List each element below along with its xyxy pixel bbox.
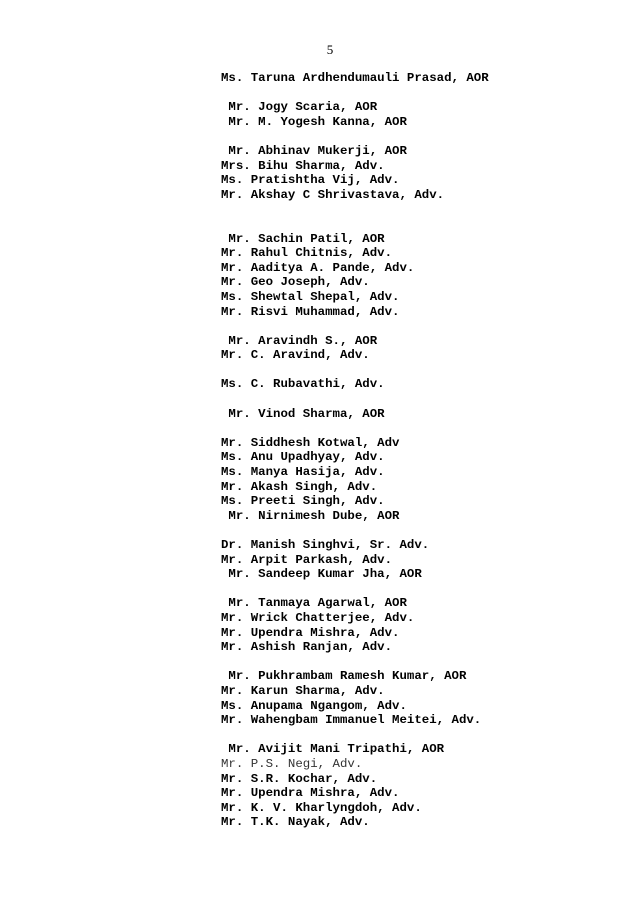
counsel-name-line: Mr. Ashish Ranjan, Adv.	[221, 640, 393, 655]
counsel-name-line: Dr. Manish Singhvi, Sr. Adv.	[221, 538, 430, 552]
counsel-group	[221, 407, 489, 422]
counsel-name-line: Ms. Anu Upadhyay, Adv.	[221, 450, 385, 465]
counsel-name-line: Mr. Pukhrambam Ramesh Kumar, AOR	[221, 669, 467, 684]
counsel-name-line: Mr. K. V. Kharlyngdoh, Adv.	[221, 800, 422, 815]
counsel-name-line: Mr. Avijit Mani Tripathi, AOR	[221, 742, 445, 757]
counsel-name-line: Ms. Manya Hasija, Adv.	[221, 465, 385, 480]
counsel-name-line: Mr. Aravindh S., AOR	[221, 333, 378, 348]
counsel-name-line: Mr. Nirnimesh Dube, AOR	[221, 508, 400, 523]
counsel-name-line: Ms. Pratishtha Vij, Adv.	[221, 173, 400, 188]
counsel-name-line: Ms. C. Rubavathi, Adv.	[221, 377, 385, 392]
counsel-name-line: Ms. Taruna Ardhendumauli Prasad, AOR	[221, 71, 489, 85]
counsel-name-line: Ms. Shewtal Shepal, Adv.	[221, 289, 400, 304]
counsel-group	[221, 538, 489, 582]
counsel-name-line: Mr. Upendra Mishra, Adv.	[221, 786, 400, 801]
counsel-group	[221, 436, 489, 524]
counsel-name-line: Mr. C. Aravind, Adv.	[221, 348, 370, 363]
counsel-group	[221, 377, 489, 392]
counsel-group	[221, 596, 489, 654]
counsel-name-line: Mr. Sachin Patil, AOR	[221, 231, 385, 246]
counsel-name-line: Mr. M. Yogesh Kanna, AOR	[221, 114, 407, 129]
counsel-name-line: Mr. Siddhesh Kotwal, Adv	[221, 435, 400, 450]
counsel-name-line: Mr. Risvi Muhammad, Adv.	[221, 304, 400, 319]
counsel-name-line: Ms. Preeti Singh, Adv.	[221, 494, 385, 509]
counsel-list	[221, 71, 489, 830]
counsel-name-line: Mr. Geo Joseph, Adv.	[221, 275, 370, 290]
counsel-group	[221, 669, 489, 727]
counsel-name-line: Mr. P.S. Negi, Adv.	[221, 756, 363, 771]
counsel-group	[221, 144, 489, 202]
counsel-name-line: Mr. Vinod Sharma, AOR	[221, 406, 385, 421]
counsel-name-line: Mr. Wrick Chatterjee, Adv.	[221, 610, 415, 625]
counsel-name-line: Mr. Tanmaya Agarwal, AOR	[221, 596, 407, 611]
counsel-name-line: Mr. Akash Singh, Adv.	[221, 479, 378, 494]
counsel-name-line: Mr. Upendra Mishra, Adv.	[221, 625, 400, 640]
counsel-group	[221, 100, 489, 129]
counsel-name-line: Ms. Anupama Ngangom, Adv.	[221, 698, 407, 713]
counsel-name-line: Mr. Akshay C Shrivastava, Adv.	[221, 187, 445, 202]
counsel-name-line: Mr. Sandeep Kumar Jha, AOR	[221, 567, 422, 582]
counsel-name-line: Mrs. Bihu Sharma, Adv.	[221, 158, 385, 173]
counsel-name-line: Mr. Wahengbam Immanuel Meitei, Adv.	[221, 713, 482, 728]
counsel-name-line: Mr. Aaditya A. Pande, Adv.	[221, 260, 415, 275]
counsel-name-line: Mr. T.K. Nayak, Adv.	[221, 815, 370, 830]
page-number: 5	[326, 42, 334, 57]
counsel-group	[221, 232, 489, 320]
counsel-name-line: Mr. Karun Sharma, Adv.	[221, 683, 385, 698]
counsel-name-line: Mr. Arpit Parkash, Adv.	[221, 552, 393, 567]
counsel-group	[221, 742, 489, 830]
counsel-name-line: Mr. Rahul Chitnis, Adv.	[221, 246, 393, 261]
counsel-name-line: Mr. Jogy Scaria, AOR	[221, 100, 378, 115]
counsel-group	[221, 71, 489, 86]
counsel-group	[221, 334, 489, 363]
counsel-name-line: Mr. S.R. Kochar, Adv.	[221, 771, 378, 786]
counsel-name-line: Mr. Abhinav Mukerji, AOR	[221, 143, 407, 158]
